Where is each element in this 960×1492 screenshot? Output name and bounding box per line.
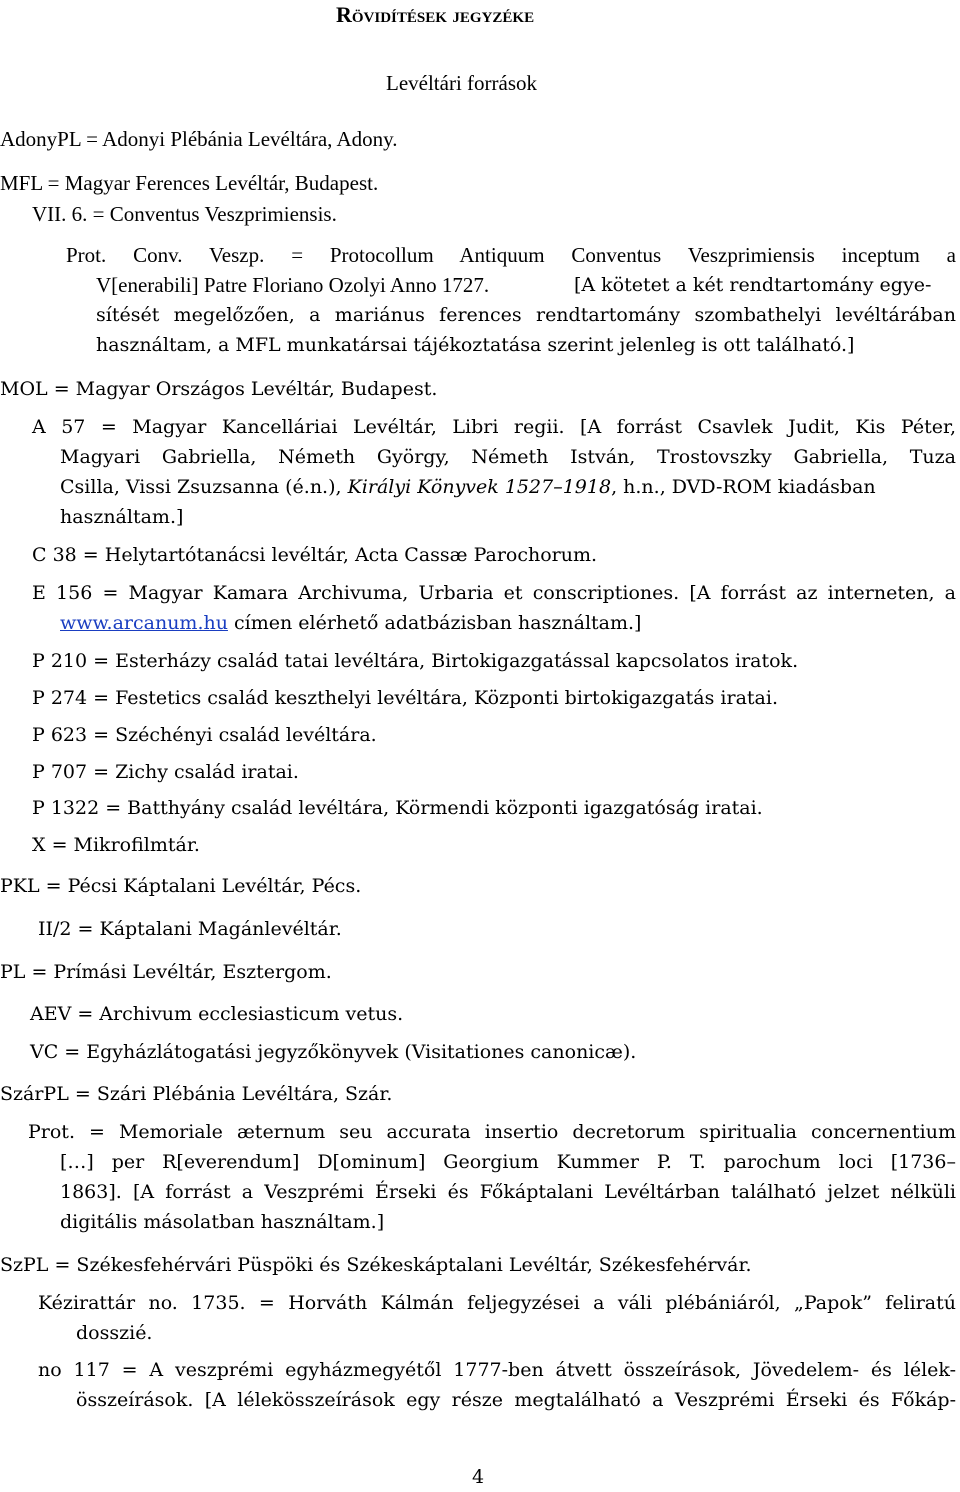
- entry-mfl-prot-line2a: V[enerabili] Patre Floriano Ozolyi Anno 1727.: [96, 273, 490, 297]
- entry-mol-p1322: P 1322 = Batthyány család levéltára, Körmendi központi igazgatóság iratai.: [32, 797, 763, 819]
- text-run: , h.n., DVD-ROM kiadásban: [611, 476, 876, 498]
- entry-mfl-prot-line2b: [A kötetet a két rendtartomány egye-: [574, 274, 932, 296]
- entry-szpl-no117-line1: [38, 1355, 956, 1385]
- entry-szpl: SzPL = Székesfehérvári Püspöki és Székeskáptalani Levéltár, Székesfehérvár.: [0, 1254, 752, 1276]
- entry-pkl-ii2: II/2 = Káptalani Magánlevéltár.: [38, 918, 342, 940]
- text-line: összeírások. [A lélekösszeírások egy része megtalálható a Veszprémi Érseki és Főkáp-: [76, 1389, 956, 1411]
- text-run: címen elérhető adatbázisban használtam.]: [227, 612, 642, 634]
- text-line: […] per R[everendum] D[ominum] Georgium Kummer P. T. parochum loci [1736–: [60, 1151, 956, 1173]
- entry-adonypl: AdonyPL = Adonyi Plébánia Levéltára, Adony.: [0, 127, 398, 151]
- text-run: Csilla, Vissi Zsuzsanna (é.n.),: [60, 476, 342, 498]
- entry-mol-e156-line1: [32, 578, 956, 608]
- text-line: A 57 = Magyar Kancelláriai Levéltár, Libri regii. [A forrást Csavlek Judit, Kis Péter,: [32, 416, 956, 438]
- text-line: Prot. = Memoriale æternum seu accurata insertio decretorum spiritualia concernentium: [28, 1121, 956, 1143]
- entry-mol-x: X = Mikrofilmtár.: [32, 834, 200, 856]
- entry-szarpl-prot-line4: digitális másolatban használtam.]: [60, 1211, 385, 1233]
- text-line: sítését megelőzően, a mariánus ferences rendtartomány szombathelyi levéltárában: [96, 304, 956, 326]
- text-line: Magyari Gabriella, Németh György, Németh István, Trostovszky Gabriella, Tuza: [60, 446, 956, 468]
- entry-mol-a57-line4: használtam.]: [60, 506, 184, 528]
- entry-szpl-kez-line1: [38, 1288, 956, 1318]
- entry-mfl-vii6: VII. 6. = Conventus Veszprimiensis.: [32, 202, 337, 226]
- entry-szarpl: SzárPL = Szári Plébánia Levéltára, Szár.: [0, 1083, 393, 1105]
- entry-mol-p623: P 623 = Széchényi család levéltára.: [32, 724, 377, 746]
- entry-mol-a57-line1: [32, 412, 956, 442]
- entry-mol-p707: P 707 = Zichy család iratai.: [32, 761, 299, 783]
- entry-pl: PL = Prímási Levéltár, Esztergom.: [0, 961, 332, 983]
- entry-mol-p274: P 274 = Festetics család keszthelyi levéltára, Központi birtokigazgatás iratai.: [32, 687, 778, 709]
- page-number: 4: [472, 1466, 485, 1488]
- entry-mfl-prot-line3: [96, 300, 956, 330]
- text-line: 1863]. [A forrást a Veszprémi Érseki és Főkáptalani Levéltárban található jelzet nélküli: [60, 1181, 956, 1203]
- text-line: no 117 = A veszprémi egyházmegyétől 1777-ben átvett összeírások, Jövedelem- és lélek-: [38, 1359, 956, 1381]
- entry-pkl: PKL = Pécsi Káptalani Levéltár, Pécs.: [0, 875, 362, 897]
- entry-szarpl-prot-line3: [60, 1177, 956, 1207]
- arcanum-link[interactable]: www.arcanum.hu: [60, 612, 228, 634]
- italic-title: Királyi Könyvek 1527–1918: [347, 476, 612, 498]
- entry-mfl-prot-line4: használtam, a MFL munkatársai tájékoztatása szerint jelenleg is ott található.]: [96, 334, 855, 356]
- entry-mfl-prot-line1: [66, 240, 956, 270]
- text-line: Kézirattár no. 1735. = Horváth Kálmán feljegyzései a váli plébániáról, „Papok” feliratú: [38, 1292, 956, 1314]
- page-heading: Rövidítések jegyzéke: [336, 2, 535, 27]
- section-subheading: Levéltári források: [386, 71, 538, 95]
- entry-mol-a57-line2: [60, 442, 956, 472]
- entry-szpl-no117-line2: [76, 1385, 956, 1415]
- entry-mfl: MFL = Magyar Ferences Levéltár, Budapest.: [0, 171, 379, 195]
- entry-mol-p210: P 210 = Esterházy család tatai levéltára, Birtokigazgatással kapcsolatos iratok.: [32, 650, 799, 672]
- entry-pl-vc: VC = Egyházlátogatási jegyzőkönyvek (Visitationes canonicæ).: [30, 1041, 637, 1063]
- entry-mol-e156-line2: [60, 608, 641, 638]
- entry-pl-aev: AEV = Archivum ecclesiasticum vetus.: [30, 1003, 404, 1025]
- entry-mol: MOL = Magyar Országos Levéltár, Budapest.: [0, 378, 438, 400]
- entry-szarpl-prot-line1: [28, 1117, 956, 1147]
- entry-szarpl-prot-line2: [60, 1147, 956, 1177]
- text-line: Prot. Conv. Veszp. = Protocollum Antiquum Conventus Veszprimiensis inceptum a: [66, 243, 956, 267]
- entry-mol-a57-line3: [60, 472, 876, 502]
- entry-szpl-kez-line2: dosszié.: [76, 1322, 153, 1344]
- entry-mol-c38: C 38 = Helytartótanácsi levéltár, Acta Cassæ Parochorum.: [32, 544, 598, 566]
- text-line: E 156 = Magyar Kamara Archivuma, Urbaria et conscriptiones. [A forrást az interneten, a: [32, 582, 956, 604]
